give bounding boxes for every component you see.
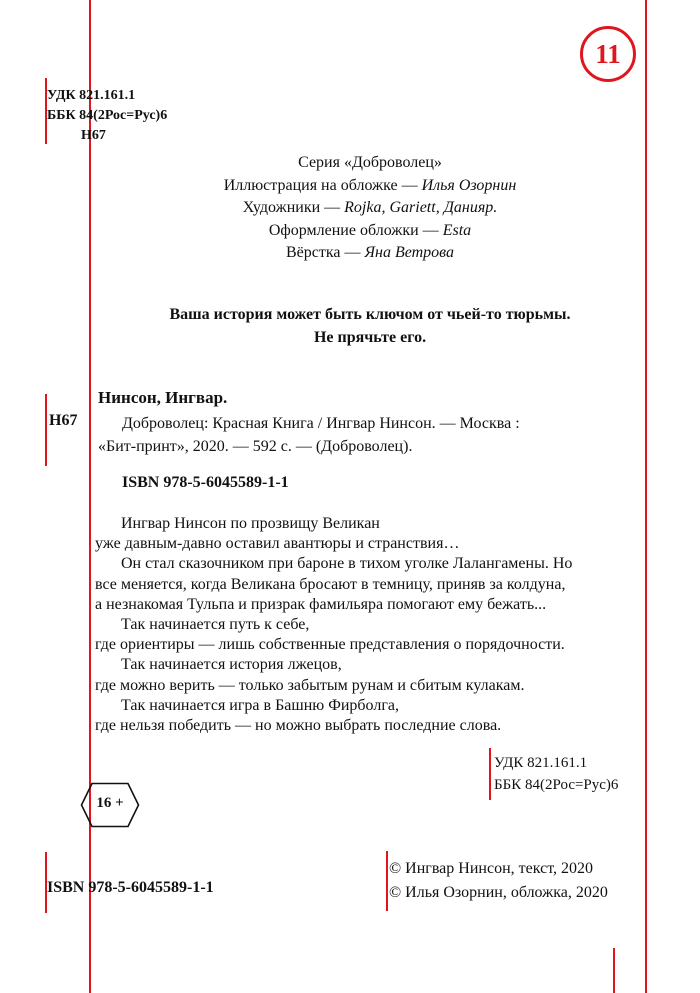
annotation-line: где можно верить — только забытым рунам и сбитым кулакам. bbox=[95, 676, 525, 694]
annotation-line: а незнакомая Тульпа и призрак фамильяра помогают ему бежать... bbox=[95, 595, 547, 613]
author-heading: Нинсон, Ингвар. bbox=[98, 388, 228, 407]
age-rating: 16 + bbox=[96, 795, 124, 811]
credit-name: Rojka, Gariett, Данияр. bbox=[344, 199, 498, 216]
margin-guide-line bbox=[386, 851, 388, 911]
credit-role: Серия «Доброволец» bbox=[298, 154, 442, 171]
annotation-line: уже давным-давно оставил авантюры и странствия… bbox=[95, 535, 460, 553]
annotation-line: Так начинается игра в Башню Фирболга, bbox=[121, 696, 399, 714]
credit-role: Иллюстрация на обложке — bbox=[223, 176, 422, 194]
annotation bbox=[95, 514, 645, 736]
isbn-main: ISBN 978-5-6045589-1-1 bbox=[122, 474, 289, 491]
copyright-line: © Ингвар Нинсон, текст, 2020 bbox=[389, 860, 593, 877]
margin-guide-line bbox=[489, 748, 491, 800]
annotation-line: Ингвар Нинсон по прозвищу Великан bbox=[121, 515, 380, 532]
margin-guide-line bbox=[45, 394, 47, 466]
credit-line-artists bbox=[100, 197, 640, 220]
age-rating-badge bbox=[80, 782, 140, 828]
credit-line-series bbox=[100, 152, 640, 175]
copyright-line: © Илья Озорнин, обложка, 2020 bbox=[389, 884, 608, 901]
udk-code: УДК 821.161.1 bbox=[47, 88, 136, 103]
credit-line-layout bbox=[100, 242, 640, 265]
credit-role: Оформление обложки — bbox=[268, 221, 443, 239]
margin-guide-line bbox=[89, 0, 91, 993]
copyright-block bbox=[389, 857, 608, 905]
page-number: 11 bbox=[595, 38, 621, 69]
page-number-badge bbox=[580, 26, 636, 82]
author-code: Н67 bbox=[49, 412, 78, 429]
bbk-code: ББК 84(2Рос=Рус)6 bbox=[47, 108, 168, 123]
credit-role: Художники — bbox=[242, 199, 345, 216]
annotation-line: все меняется, когда Великана бросают в темницу, приняв за колдуна, bbox=[95, 575, 566, 593]
isbn-bottom: ISBN 978-5-6045589-1-1 bbox=[47, 879, 214, 896]
margin-guide-line bbox=[613, 948, 615, 993]
motto-line: Не прячьте его. bbox=[313, 329, 427, 346]
credits-block bbox=[100, 152, 640, 265]
credit-line-illustration bbox=[100, 175, 640, 198]
annotation-line: где нельзя победить — но можно выбрать последние слова. bbox=[95, 717, 502, 735]
bottom-classification-codes bbox=[494, 752, 618, 796]
bibliographic-description bbox=[98, 412, 638, 458]
credit-line-cover-design bbox=[100, 220, 640, 243]
margin-guide-line bbox=[645, 0, 647, 993]
top-classification-codes bbox=[47, 86, 167, 146]
biblio-line: Доброволец: Красная Книга / Ингвар Нинсон. — Москва : bbox=[122, 415, 520, 432]
credit-name: Esta bbox=[442, 221, 472, 239]
bbk-code: ББК 84(2Рос=Рус)6 bbox=[494, 777, 619, 793]
annotation-line: Так начинается история лжецов, bbox=[121, 656, 342, 674]
motto bbox=[100, 303, 640, 349]
credit-name: Яна Ветрова bbox=[364, 244, 454, 261]
author-mark: Н67 bbox=[81, 128, 106, 143]
udk-code: УДК 821.161.1 bbox=[494, 755, 588, 771]
motto-line: Ваша история может быть ключом от чьей-то тюрьмы. bbox=[169, 306, 571, 323]
credit-name: Илья Озорнин bbox=[421, 176, 517, 194]
credit-role: Вёрстка — bbox=[285, 244, 365, 261]
annotation-line: где ориентиры — лишь собственные представления о порядочности. bbox=[95, 636, 565, 654]
annotation-line: Так начинается путь к себе, bbox=[121, 616, 310, 634]
biblio-line: «Бит-принт», 2020. — 592 с. — (Доброволец). bbox=[98, 438, 413, 455]
annotation-line: Он стал сказочником при бароне в тихом уголке Лалангамены. Но bbox=[121, 555, 573, 573]
